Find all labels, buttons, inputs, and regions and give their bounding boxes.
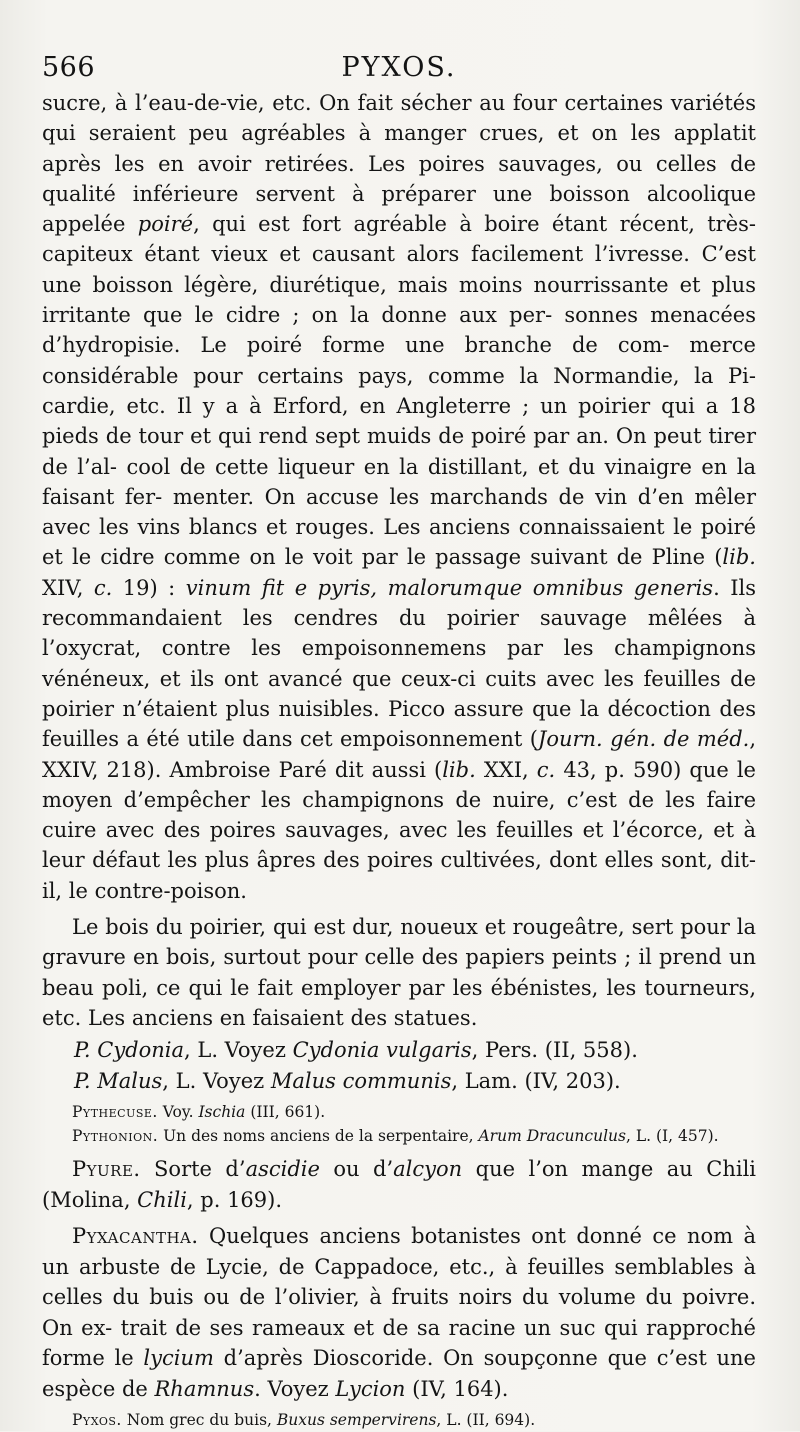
entry-pyxos: Pyxos. Nom grec du buis, Buxus sempervirens, L. (II, 694). (72, 1411, 536, 1430)
entry-pythecuse: Pythecuse. Voy. Ischia (III, 661). (72, 1103, 326, 1122)
headword: Pyxacantha. (72, 1224, 199, 1249)
page-number: 566 (42, 52, 96, 83)
headword: Pyxos. (72, 1411, 122, 1430)
headword: Pythonion. (72, 1127, 159, 1146)
entry-pyxacantha: Pyxacantha. Quelques anciens botanistes ont donné ce nom à un arbuste de Lycie, de Cappadoce, etc., à feuilles semblables à celles du buis ou de l’olivier, à fruits noirs du volume du poivre. On ex- trait de ses rameaux et de sa racine un suc qui rapproché forme le lycium d’après Dioscoride. On soupçonne que c’est une espèce de Rhamnus. Voyez Lycion (IV, 164). (42, 1224, 756, 1401)
headword: Pythecuse. (72, 1103, 158, 1122)
entry-pyure: Pyure. Sorte d’ascidie ou d’alcyon que l’on mange au Chili (Molina, Chili, p. 169). (42, 1157, 757, 1212)
wood-paragraph: Le bois du poirier, qui est dur, noueux et rougeâtre, sert pour la gravure en bois, surtout pour celle des papiers peints ; il prend un beau poli, ce qui le fait employer par les ébénistes, les tourneurs, etc. Les anciens en faisaient des statues. (42, 915, 756, 1030)
entry-pythonion: Pythonion. Un des noms anciens de la serpentaire, Arum Dracunculus, L. (I, 457). (72, 1127, 719, 1146)
headword: Pyure. (72, 1157, 141, 1182)
entry-continuation-paragraph: sucre, à l’eau-de-vie, etc. On fait sécher au four certaines variétés qui seraient peu agréables à manger crues, et on les applatit après les en avoir retirées. Les poires sauvages, ou celles de qualité inférieure servent à préparer une boisson alcoolique appelée poiré, qui est fort agréable à boire étant récent, très-capiteux étant vieux et causant alors facilement l’ivresse. C’est une boisson légère, diurétique, mais moins nourrissante et plus irritante que le cidre ; on la donne aux per- sonnes menacées d’hydropisie. Le poiré forme une branche de com- merce considérable pour certains pays, comme la Normandie, la Pi- cardie, etc. Il y a à Erford, en Angleterre ; un poirier qui a 18 pieds de tour et qui rend sept muids de poiré par an. On peut tirer de l’al- cool de cette liqueur en la distillant, et du vinaigre en la faisant fer- menter. On accuse les marchands de vin d’en mêler avec les vins blancs et rouges. Les anciens connaissaient le poiré et le cidre comme on le voit par le passage suivant de Pline (lib. XIV, c. 19) : vinum fit e pyris, malorumque omnibus generis. Ils recommandaient les cendres du poirier sauvage mêlées à l’oxycrat, contre les empoisonnemens par les champignons vénéneux, et ils ont avancé que ceux-ci cuits avec les feuilles de poirier n’étaient plus nuisibles. Picco assure que la décoction des feuilles a été utile dans cet empoisonnement (Journ. gén. de méd., XXIV, 218). Ambroise Paré dit aussi (lib. XXI, c. 43, p. 590) que le moyen d’empêcher les champignons de nuire, c’est de les faire cuire avec des poires sauvages, avec les feuilles et l’écorce, et à leur défaut les plus âpres des poires cultivées, dont elles sont, dit-il, le contre-poison. (42, 91, 757, 903)
running-head (42, 52, 756, 88)
sub-entry-malus: P. Malus, L. Voyez Malus communis, Lam. (IV, 203). (74, 1068, 621, 1093)
sub-entry-cydonia: P. Cydonia, L. Voyez Cydonia vulgaris, Pers. (II, 558). (74, 1038, 638, 1063)
page-title: PYXOS. (341, 52, 457, 83)
